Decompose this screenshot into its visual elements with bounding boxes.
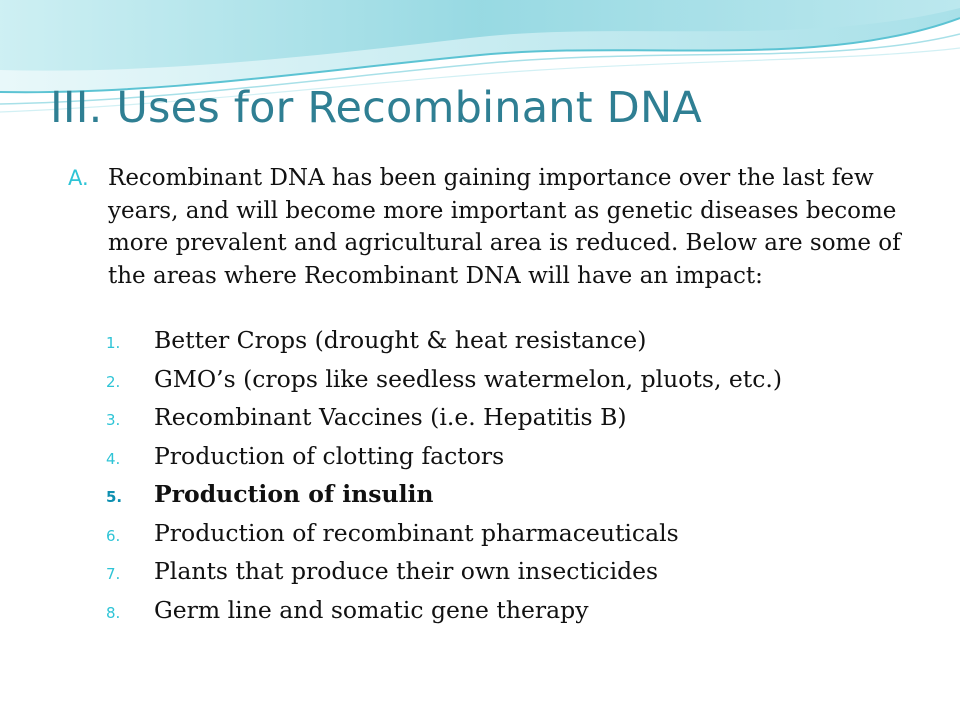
list-item-label: Recombinant Vaccines (i.e. Hepatitis B) bbox=[154, 403, 627, 431]
list-item-label: Better Crops (drought & heat resistance) bbox=[154, 326, 647, 354]
list-item-number: 7. bbox=[106, 565, 121, 583]
list-item-number: 1. bbox=[106, 334, 121, 352]
list-item-number: 6. bbox=[106, 526, 121, 545]
list-item-label: GMO’s (crops like seedless watermelon, pluots, etc.) bbox=[154, 364, 783, 393]
list-item bbox=[106, 403, 928, 442]
list-item bbox=[106, 326, 928, 365]
list-item-number: 8. bbox=[106, 603, 121, 622]
list-item-label: Plants that produce their own insecticides bbox=[154, 557, 659, 585]
list-item-number: 4. bbox=[106, 449, 121, 468]
list-item-number: 3. bbox=[106, 411, 121, 429]
list-item-label: Production of recombinant pharmaceuticals bbox=[154, 518, 679, 547]
intro-text: Recombinant DNA has been gaining importance over the last few years, and will become more important as genetic diseases become more prevalent and agricultural area is reduced. Below are some of the areas where Recombinant DNA will have an impact: bbox=[108, 165, 901, 289]
slide-title: III. Uses for Recombinant DNA bbox=[50, 83, 702, 133]
list-item-label: Production of insulin bbox=[154, 480, 434, 508]
intro-marker: A. bbox=[68, 166, 89, 190]
list-item-label: Production of clotting factors bbox=[154, 441, 505, 470]
list-item bbox=[106, 596, 928, 635]
list-item bbox=[106, 365, 928, 404]
uses-list bbox=[68, 326, 928, 634]
intro-paragraph bbox=[68, 162, 928, 292]
list-item bbox=[106, 519, 928, 558]
slide-body bbox=[68, 162, 928, 634]
list-item bbox=[106, 442, 928, 481]
list-item-label: Germ line and somatic gene therapy bbox=[154, 595, 589, 624]
list-item-number: 2. bbox=[106, 372, 121, 391]
list-item bbox=[106, 557, 928, 596]
list-item-highlighted bbox=[106, 480, 928, 519]
list-item-number: 5. bbox=[106, 488, 123, 506]
